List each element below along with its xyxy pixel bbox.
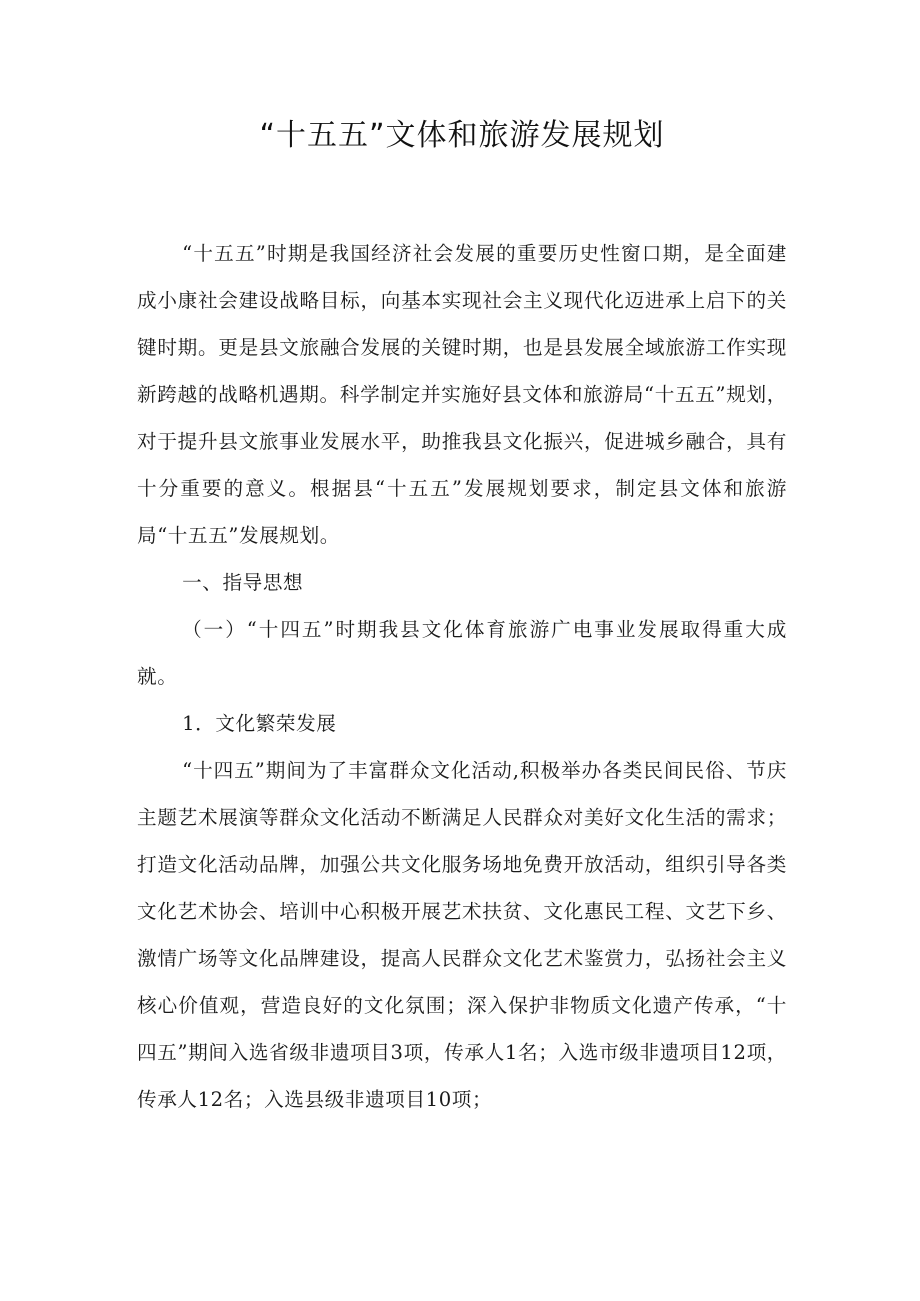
document-title: “十五五”文体和旅游发展规划	[259, 118, 665, 153]
intro-paragraph: “十五五”时期是我国经济社会发展的重要历史性窗口期，是全面建成小康社会建设战略目标，向基本实现社会主义现代化迈进承上启下的关键时期。更是县文旅融合发展的关键时期，也是县发展全域旅游工作实现新跨越的战略机遇期。科学制定并实施好县文体和旅游局“十五五”规划，对于提升县文旅事业发展水平，助推我县文化振兴，促进城乡融合，具有十分重要的意义。根据县“十五五”发展规划要求，制定县文体和旅游局“十五五”发展规划。	[137, 242, 787, 547]
document-body	[137, 230, 787, 1123]
item-heading-cultural-prosperity: 1．文化繁荣发展	[182, 712, 337, 735]
section-heading-guiding-ideology: 一、指导思想	[182, 571, 304, 594]
cultural-prosperity-paragraph: “十四五”期间为了丰富群众文化活动,积极举办各类民间民俗、节庆主题艺术展演等群众文化活动不断满足人民群众对美好文化生活的需求；打造文化活动品牌，加强公共文化服务场地免费开放活动，组织引导各类文化艺术协会、培训中心积极开展艺术扶贫、文化惠民工程、文艺下乡、激情广场等文化品牌建设，提高人民群众文化艺术鉴赏力，弘扬社会主义核心价值观，营造良好的文化氛围；深入保护非物质文化遗产传承，“十四五”期间入选省级非遗项目3项，传承人1名；入选市级非遗项目12项，传承人12名；入选县级非遗项目10项；	[137, 759, 787, 1111]
subsection-heading-achievements: （一）“十四五”时期我县文化体育旅游广电事业发展取得重大成就。	[137, 618, 787, 688]
